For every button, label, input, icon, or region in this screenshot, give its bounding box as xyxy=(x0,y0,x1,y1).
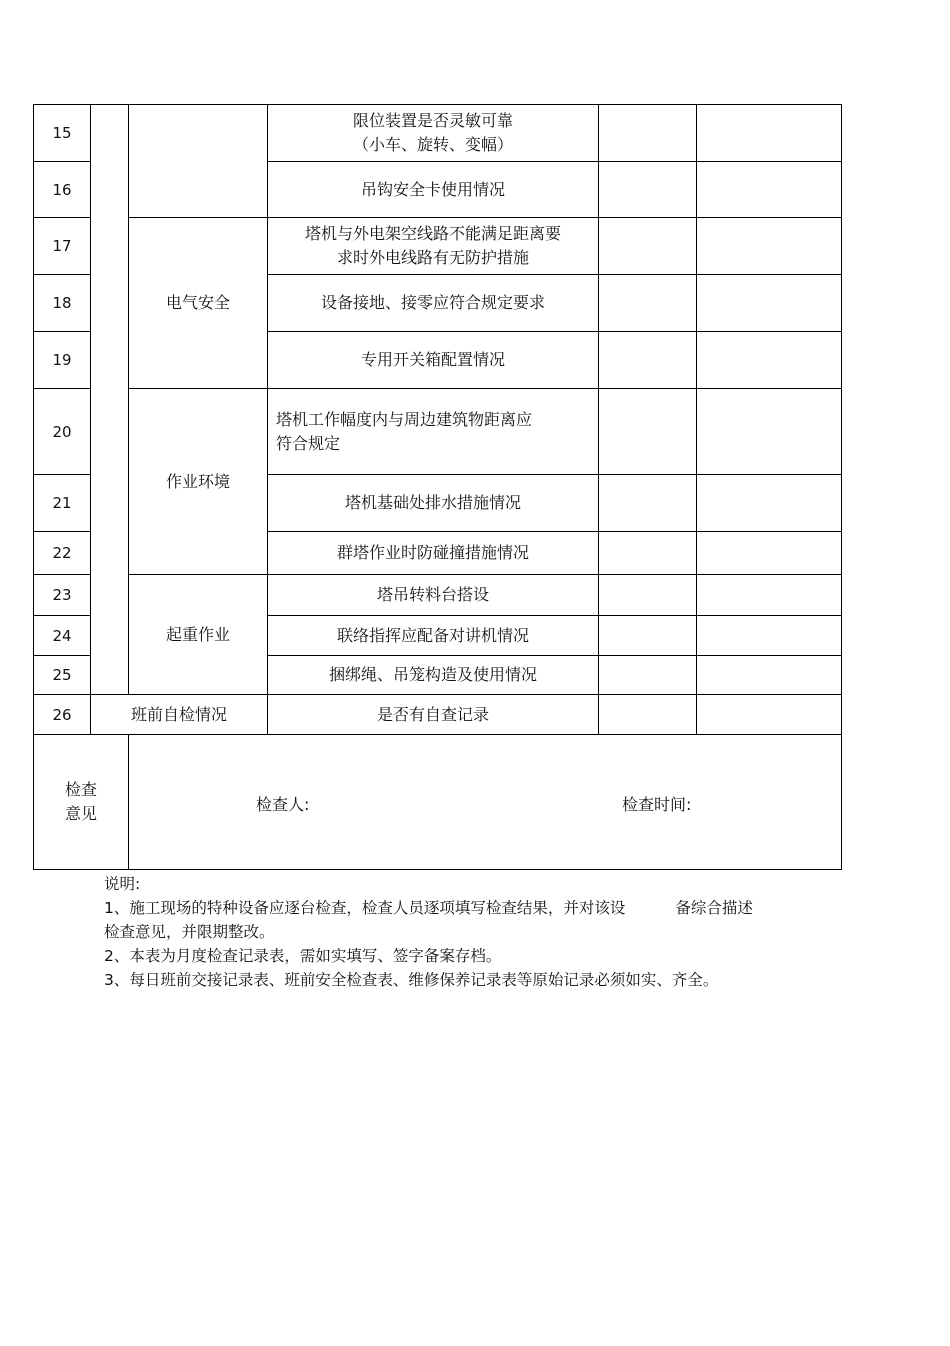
check-item: 吊钩安全卡使用情况 xyxy=(268,162,599,218)
remark-cell[interactable] xyxy=(697,656,842,695)
check-item xyxy=(268,105,599,162)
remark-cell[interactable] xyxy=(697,475,842,532)
opinion-row xyxy=(34,735,842,870)
row-number: 21 xyxy=(34,475,91,532)
note-3: 3、每日班前交接记录表、班前安全检查表、维修保养记录表等原始记录必须如实、齐全。 xyxy=(104,971,719,989)
opinion-area[interactable] xyxy=(129,735,842,870)
category-cell-blank xyxy=(129,105,268,218)
check-item: 专用开关箱配置情况 xyxy=(268,332,599,389)
category-environment: 作业环境 xyxy=(129,389,268,575)
inspection-table xyxy=(33,104,842,870)
check-item: 塔吊转料台搭设 xyxy=(268,575,599,616)
table-row xyxy=(34,218,842,275)
table-row xyxy=(34,695,842,735)
opinion-label-line2: 意见 xyxy=(64,804,97,823)
row-number: 18 xyxy=(34,275,91,332)
category-electrical: 电气安全 xyxy=(129,218,268,389)
notes-section xyxy=(104,872,864,992)
row-number: 19 xyxy=(34,332,91,389)
check-item-line1: 限位装置是否灵敏可靠 xyxy=(352,111,513,130)
row-number: 23 xyxy=(34,575,91,616)
merged-blank-cell xyxy=(91,105,129,695)
check-item-line1: 塔机工作幅度内与周边建筑物距离应 xyxy=(276,409,533,429)
result-cell[interactable] xyxy=(599,695,697,735)
check-item: 是否有自查记录 xyxy=(268,695,599,735)
check-item: 塔机基础处排水措施情况 xyxy=(268,475,599,532)
row-number: 26 xyxy=(34,695,91,735)
table-row xyxy=(34,105,842,162)
result-cell[interactable] xyxy=(599,218,697,275)
result-cell[interactable] xyxy=(599,162,697,218)
result-cell[interactable] xyxy=(599,275,697,332)
note-1 xyxy=(104,896,864,920)
check-item xyxy=(268,389,599,475)
remark-cell[interactable] xyxy=(697,332,842,389)
check-item-line2: 符合规定 xyxy=(276,433,341,453)
notes-title: 说明: xyxy=(104,875,141,893)
remark-cell[interactable] xyxy=(697,389,842,475)
remark-cell[interactable] xyxy=(697,575,842,616)
remark-cell[interactable] xyxy=(697,695,842,735)
row-number: 20 xyxy=(34,389,91,475)
check-item: 联络指挥应配备对讲机情况 xyxy=(268,616,599,656)
row-number: 24 xyxy=(34,616,91,656)
result-cell[interactable] xyxy=(599,389,697,475)
result-cell[interactable] xyxy=(599,475,697,532)
category-preshift: 班前自检情况 xyxy=(91,695,268,735)
row-number: 17 xyxy=(34,218,91,275)
row-number: 16 xyxy=(34,162,91,218)
row-number: 15 xyxy=(34,105,91,162)
row-number: 25 xyxy=(34,656,91,695)
inspector-label: 检查人: xyxy=(256,795,310,814)
check-item-line2: （小车、旋转、变幅） xyxy=(352,135,513,154)
check-item: 群塔作业时防碰撞措施情况 xyxy=(268,532,599,575)
note-1-part-a: 1、施工现场的特种设备应逐台检查，检查人员逐项填写检查结果，并对该设 xyxy=(104,899,626,917)
remark-cell[interactable] xyxy=(697,275,842,332)
result-cell[interactable] xyxy=(599,616,697,656)
remark-cell[interactable] xyxy=(697,616,842,656)
opinion-label xyxy=(34,735,129,870)
note-1-continued: 检查意见，并限期整改。 xyxy=(104,923,275,941)
remark-cell[interactable] xyxy=(697,532,842,575)
result-cell[interactable] xyxy=(599,105,697,162)
check-item-line2: 求时外电线路有无防护措施 xyxy=(336,248,529,267)
check-item: 捆绑绳、吊笼构造及使用情况 xyxy=(268,656,599,695)
note-2: 2、本表为月度检查记录表，需如实填写、签字备案存档。 xyxy=(104,947,502,965)
table-row xyxy=(34,575,842,616)
result-cell[interactable] xyxy=(599,575,697,616)
check-item-line1: 塔机与外电架空线路不能满足距离要 xyxy=(304,224,561,243)
check-item: 设备接地、接零应符合规定要求 xyxy=(268,275,599,332)
remark-cell[interactable] xyxy=(697,162,842,218)
result-cell[interactable] xyxy=(599,656,697,695)
check-item xyxy=(268,218,599,275)
table-row xyxy=(34,389,842,475)
opinion-label-line1: 检查 xyxy=(64,780,97,799)
result-cell[interactable] xyxy=(599,532,697,575)
result-cell[interactable] xyxy=(599,332,697,389)
inspect-time-label: 检查时间: xyxy=(622,795,692,814)
row-number: 22 xyxy=(34,532,91,575)
note-1-part-b: 备综合描述 xyxy=(675,899,753,917)
remark-cell[interactable] xyxy=(697,105,842,162)
category-lifting: 起重作业 xyxy=(129,575,268,695)
remark-cell[interactable] xyxy=(697,218,842,275)
